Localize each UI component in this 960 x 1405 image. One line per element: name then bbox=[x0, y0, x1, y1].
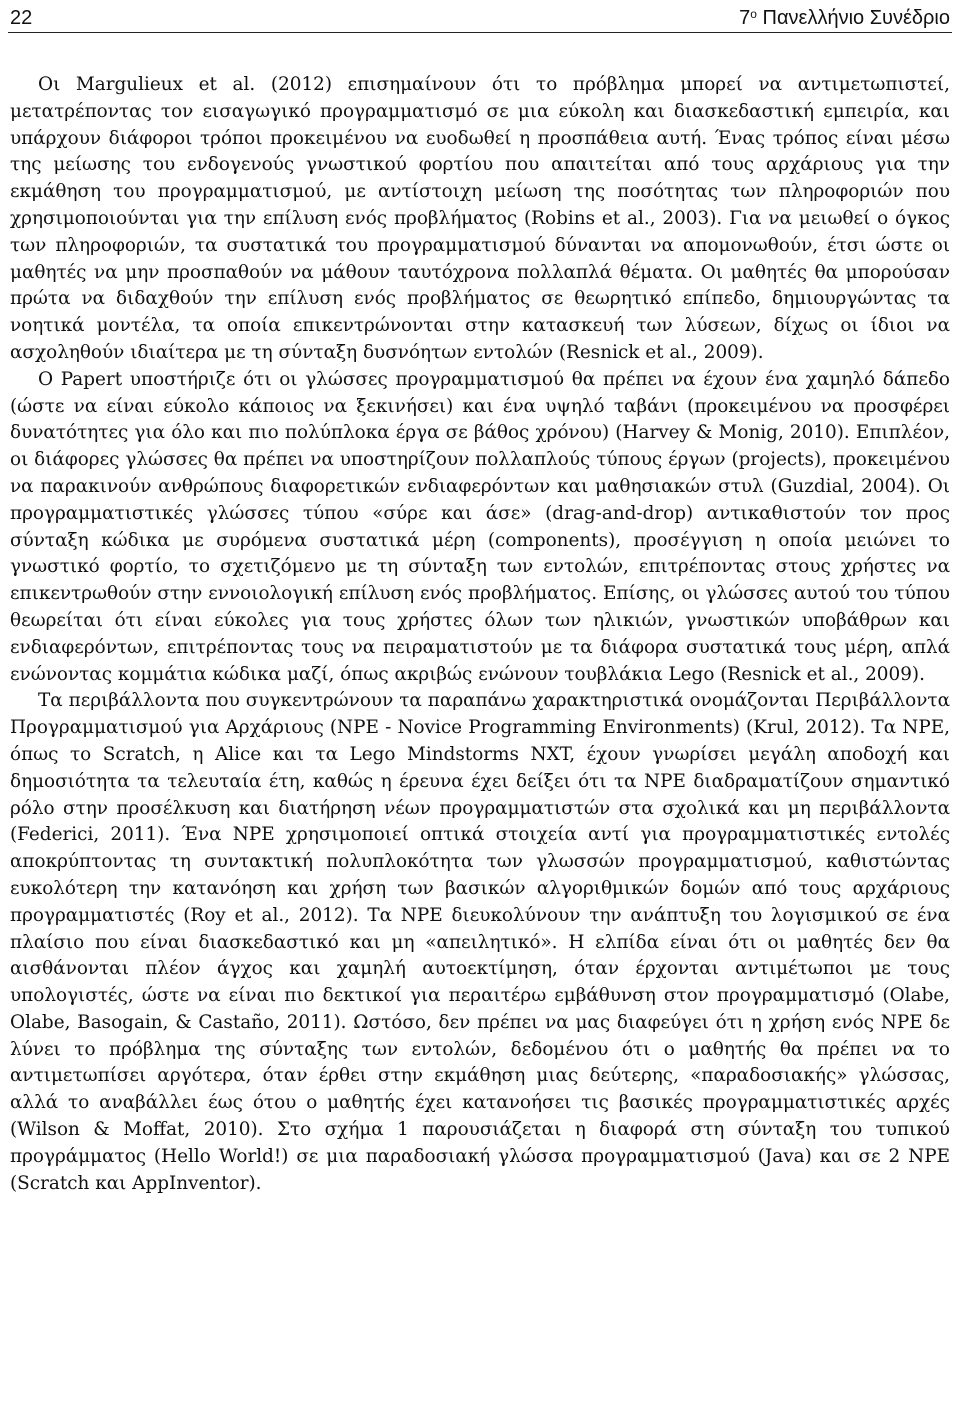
conference-ordinal: 7 bbox=[739, 7, 751, 29]
page-number: 22 bbox=[10, 7, 33, 29]
running-header bbox=[8, 0, 952, 33]
paragraph-2: Ο Papert υποστήριζε ότι οι γλώσσες προγραμματισμού θα πρέπει να έχουν ένα χαμηλό δάπεδο (ώστε να είναι εύκολο κάποιος να ξεκινήσει) και ένα υψηλό ταβάνι (προκειμένου να προσφέρει δυνατότητες για όλο και πιο πολύπλοκα έργα σε βάθος χρόνου) (Harvey & Monig, 2010). Επιπλέον, οι διάφορες γλώσσες θα πρέπει να υποστηρίζουν πολλαπλούς τύπους έργων (projects), προκειμένου να παρακινούν ανθρώπους διαφορετικών ενδιαφερόντων και μαθησιακών στυλ (Guzdial, 2004). Οι προγραμματιστικές γλώσσες τύπου «σύρε και άσε» (drag-and-drop) αντικαθιστούν τον προς σύνταξη κώδικα με συρόμενα συστατικά μέρη (components), προσέγγιση η οποία μειώνει το γνωστικό φορτίο, το σχετιζόμενο με τη σύνταξη των εντολών, επιτρέποντας στους χρήστες να επικεντρωθούν στην εννοιολογική επίλυση ενός προβλήματος. Επίσης, οι γλώσσες αυτού του τύπου θεωρείται ότι είναι εύκολες για τους χρήστες όλων των ηλικιών, γνωστικών υποβάθρων και ενδιαφερόντων, επιτρέποντας τους να πειραματιστούν με τα διάφορα συστατικά τους μέρη, απλά ενώνοντας κομμάτια κώδικα μαζί, όπως ακριβώς ενώνουν τουβλάκια Lego (Resnick et al., 2009). bbox=[10, 368, 950, 685]
body-text bbox=[8, 72, 952, 1197]
paragraph-3: Τα περιβάλλοντα που συγκεντρώνουν τα παραπάνω χαρακτηριστικά ονομάζονται Περιβάλλοντα Προγραμματισμού για Αρχάριους (NPE - Novice Programming Environments) (Krul, 2012). Τα NPE, όπως το Scratch, η Alice και τα Lego Mindstorms NXT, έχουν γνωρίσει μεγάλη αποδοχή και δημοσιότητα τα τελευταία έτη, καθώς η έρευνα έχει δείξει ότι τα NPE διαδραματίζουν σημαντικό ρόλο στην προσέλκυση και διατήρηση νέων προγραμματιστών στα σχολικά και μη περιβάλλοντα (Federici, 2011). Ένα NPE χρησιμοποιεί οπτικά στοιχεία αντί για προγραμματιστικές εντολές αποκρύπτοντας τη συντακτική πολυπλοκότητα των γλωσσών προγραμματισμού, καθιστώντας ευκολότερη την κατανόηση και χρήση των βασικών αλγοριθμικών δομών από τους αρχάριους προγραμματιστές (Roy et al., 2012). Τα NPE διευκολύνουν την ανάπτυξη του λογισμικού σε ένα πλαίσιο που είναι διασκεδαστικό και μη «απειλητικό». Η ελπίδα είναι ότι οι μαθητές δεν θα αισθάνονται πλέον άγχος και χαμηλή αυτοεκτίμηση, όταν έρχονται αντιμέτωποι με τους υπολογιστές, ώστε να είναι πιο δεκτικοί για περαιτέρω εμβάθυνση στον προγραμματισμό (Olabe, Olabe, Basogain, & Castaño, 2011). Ωστόσο, δεν πρέπει να μας διαφεύγει ότι η χρήση ενός NPE δε λύνει το πρόβλημα της σύνταξης των εντολών, δεδομένου ότι ο μαθητής θα πρέπει να το αντιμετωπίσει αργότερα, όταν έρθει στην εκμάθηση μιας δεύτερης, «παραδοσιακής» γλώσσας, αλλά το αναβάλλει έως ότου ο μαθητής έχει κατανοήσει τις βασικές προγραμματιστικές αρχές (Wilson & Moffat, 2010). Στο σχήμα 1 παρουσιάζεται η διαφορά στη σύνταξη του τυπικού προγράμματος (Hello World!) σε μια παραδοσιακή γλώσσα προγραμματισμού (Java) και σε 2 NPE (Scratch και AppInventor). bbox=[10, 690, 950, 1194]
conference-ordinal-suffix: ο bbox=[750, 7, 757, 21]
conference-name: Πανελλήνιο Συνέδριο bbox=[756, 7, 950, 29]
paragraph-1: Οι Margulieux et al. (2012) επισημαίνουν ότι το πρόβλημα μπορεί να αντιμετωπιστεί, μετατρέποντας τον εισαγωγικό προγραμματισμό σε μια εύκολη και διασκεδαστική εμπειρία, και υπάρχουν διάφοροι τρόποι προκειμένου να ευοδωθεί η προσπάθεια αυτή. Ένας τρόπος είναι μέσω της μείωσης του ενδογενούς γνωστικού φορτίου που απαιτείται από τους αρχάριους για την εκμάθηση του προγραμματισμού, με αντίστοιχη μείωση της ποσότητας των πληροφοριών που χρησιμοποιούνται για την επίλυση ενός προβλήματος (Robins et al., 2003). Για να μειωθεί ο όγκος των πληροφοριών, τα συστατικά του προγραμματισμού δύνανται να απομονωθούν, έτσι ώστε οι μαθητές να μην προσπαθούν να μάθουν ταυτόχρονα πολλαπλά θέματα. Οι μαθητές θα μπορούσαν πρώτα να διδαχθούν την επίλυση ενός προβλήματος σε θεωρητικό επίπεδο, δημιουργώντας τα νοητικά μοντέλα, τα οποία επικεντρώνονται στην κατασκευή των λύσεων, δίχως οι ίδιοι να ασχοληθούν ιδιαίτερα με τη σύνταξη δυσνόητων εντολών (Resnick et al., 2009). bbox=[10, 74, 950, 363]
conference-title bbox=[739, 3, 950, 29]
